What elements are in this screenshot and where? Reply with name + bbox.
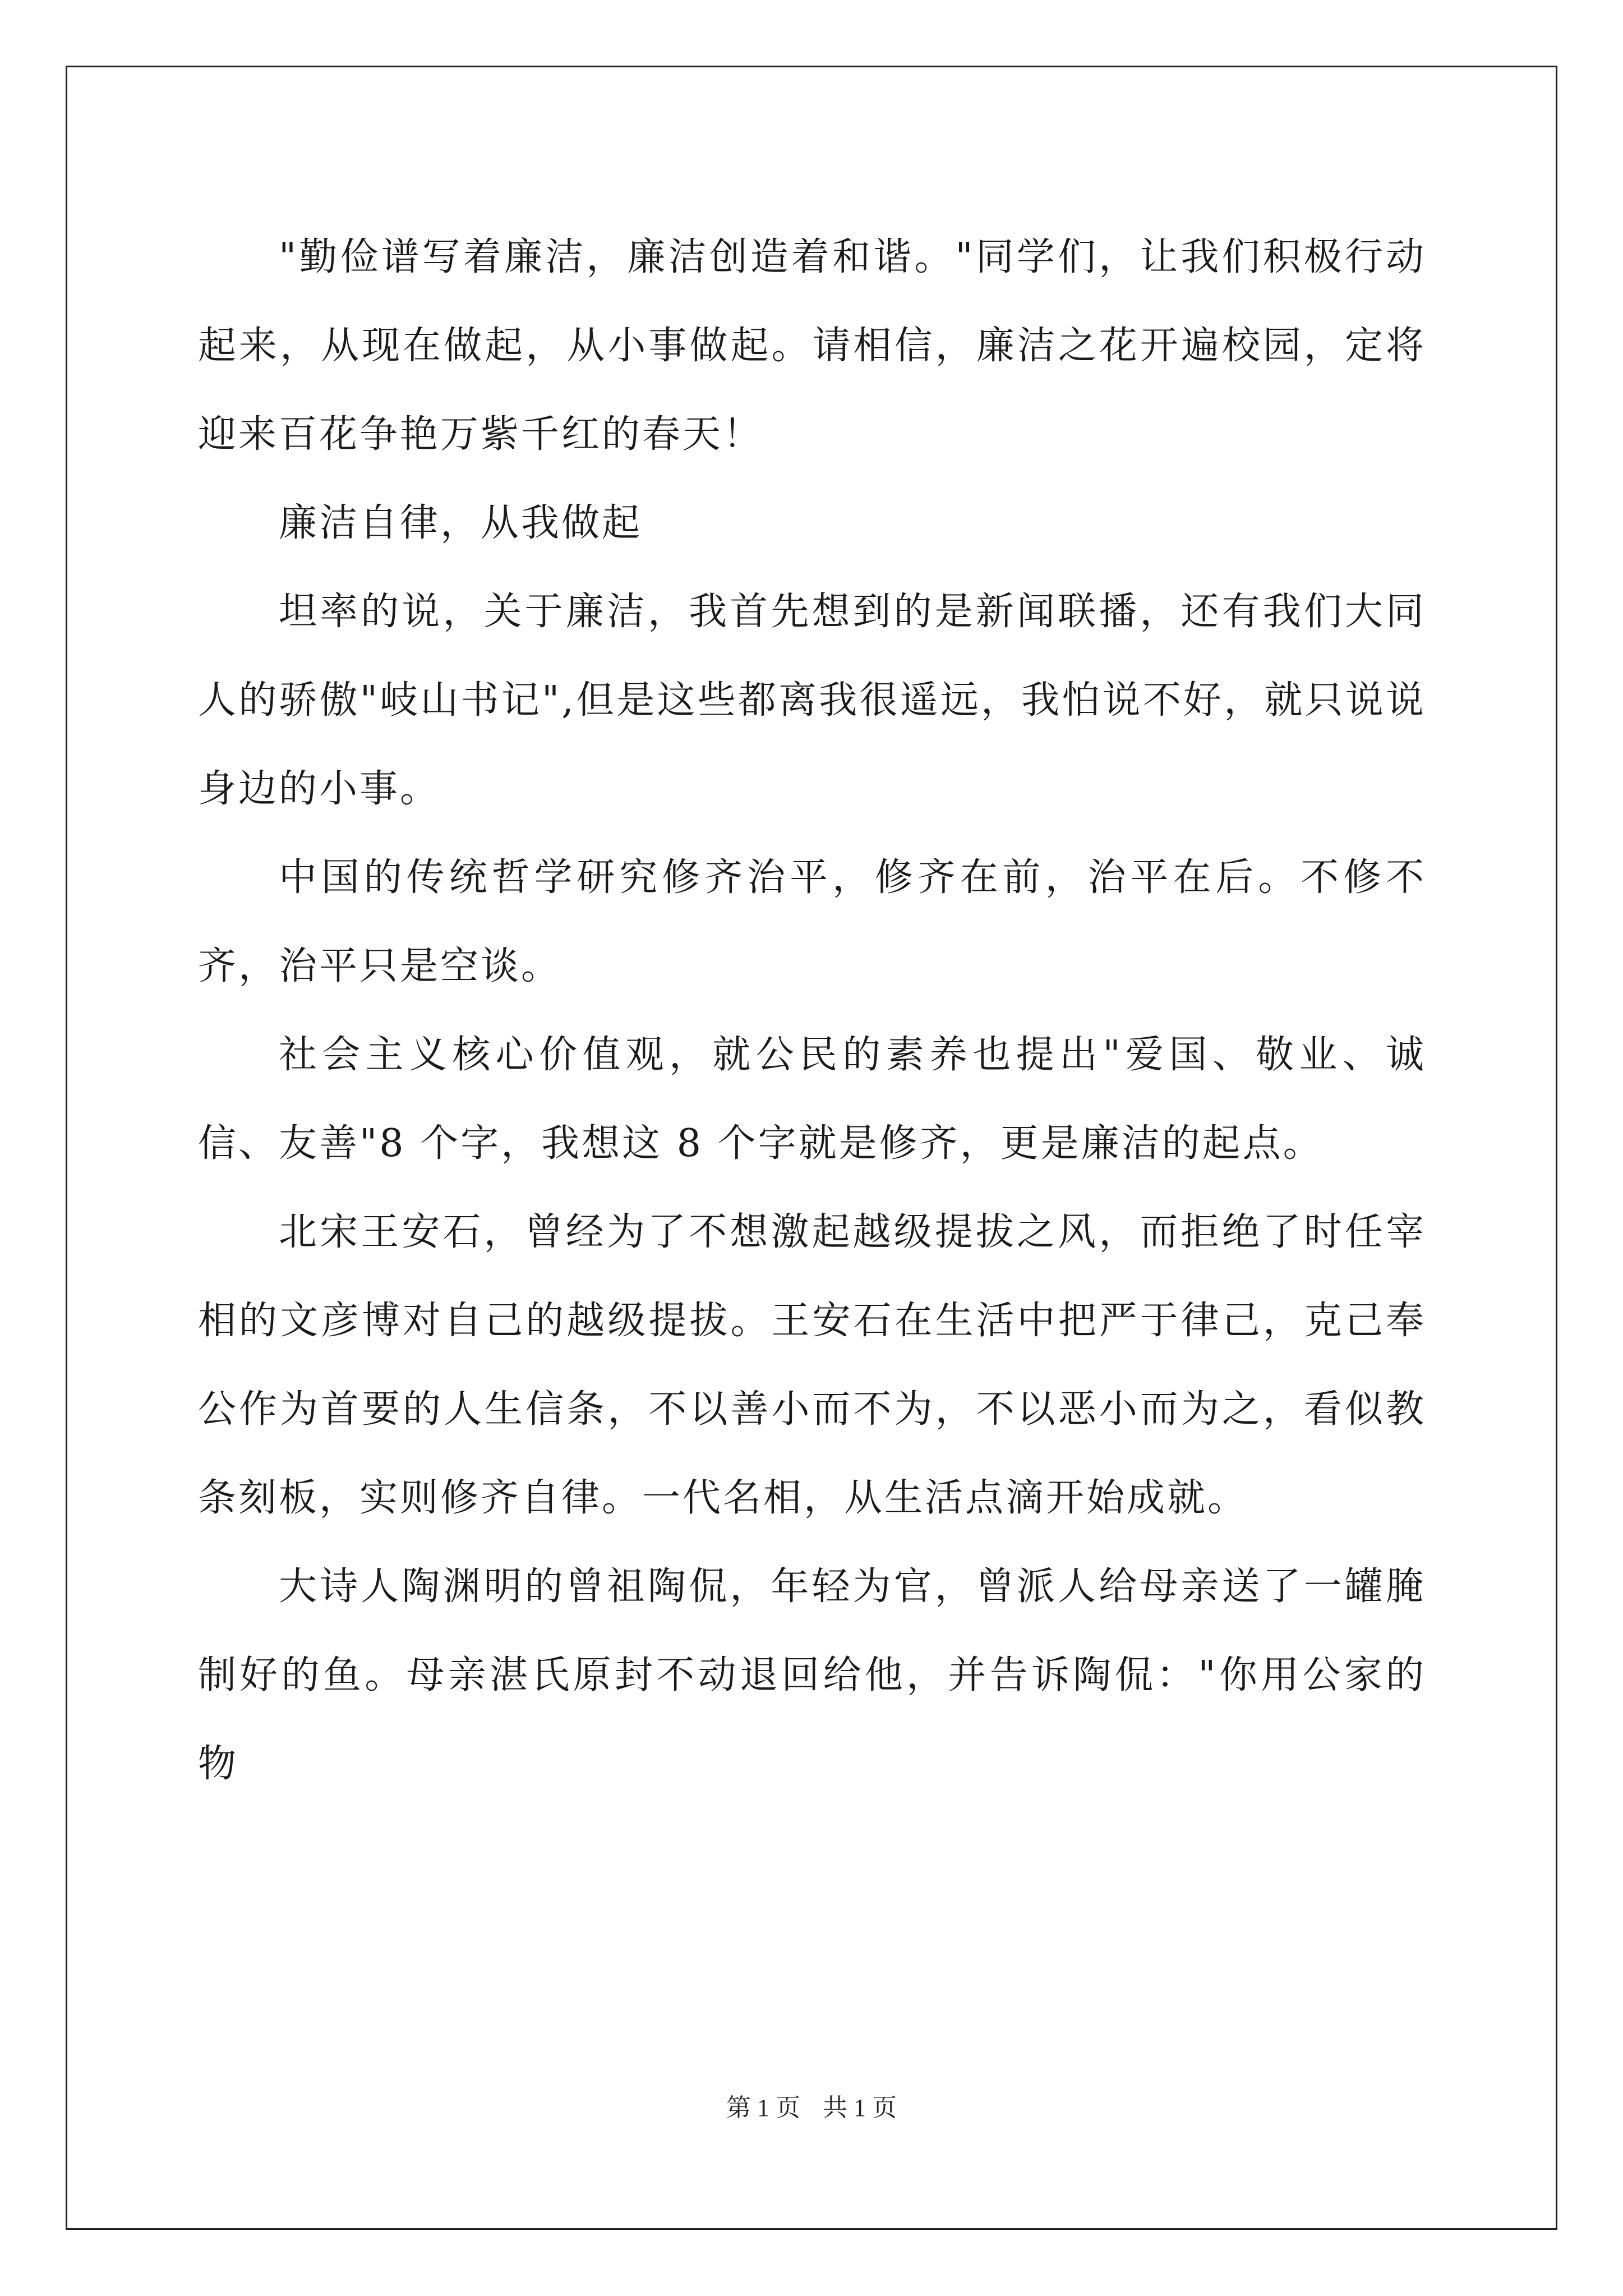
paragraph: "勤俭谱写着廉洁，廉洁创造着和谐。"同学们，让我们积极行动起来，从现在做起，从小事做起。请相信，廉洁之花开遍校园，定将迎来百花争艳万紫千红的春天！ — [198, 235, 1426, 457]
page-total: 共 1 页 — [823, 2094, 897, 2122]
paragraph: 坦率的说，关于廉洁，我首先想到的是新闻联播，还有我们大同人的骄傲"岐山书记",但是这些都离我很遥远，我怕说不好，就只说说身边的小事。 — [198, 590, 1426, 811]
paragraph: 中国的传统哲学研究修齐治平，修齐在前，治平在后。不修不齐，治平只是空谈。 — [198, 855, 1426, 988]
paragraph: 社会主义核心价值观，就公民的素养也提出"爱国、敬业、诚信、友善"8 个字，我想这 8 个字就是修齐，更是廉洁的起点。 — [198, 1033, 1426, 1166]
section-heading: 廉洁自律，从我做起 — [279, 501, 643, 545]
page-footer — [0, 2091, 1623, 2125]
paragraph: 大诗人陶渊明的曾祖陶侃，年轻为官，曾派人给母亲送了一罐腌制好的鱼。母亲湛氏原封不动退回给他，并告诉陶侃："你用公家的物 — [198, 1565, 1426, 1786]
document-body — [198, 213, 1426, 1809]
page-number: 第 1 页 — [726, 2094, 800, 2122]
paragraph: 北宋王安石，曾经为了不想激起越级提拔之风，而拒绝了时任宰相的文彦博对自己的越级提拔。王安石在生活中把严于律己，克己奉公作为首要的人生信条，不以善小而不为，不以恶小而为之，看似教条刻板，实则修齐自律。一代名相，从生活点滴开始成就。 — [198, 1210, 1426, 1520]
